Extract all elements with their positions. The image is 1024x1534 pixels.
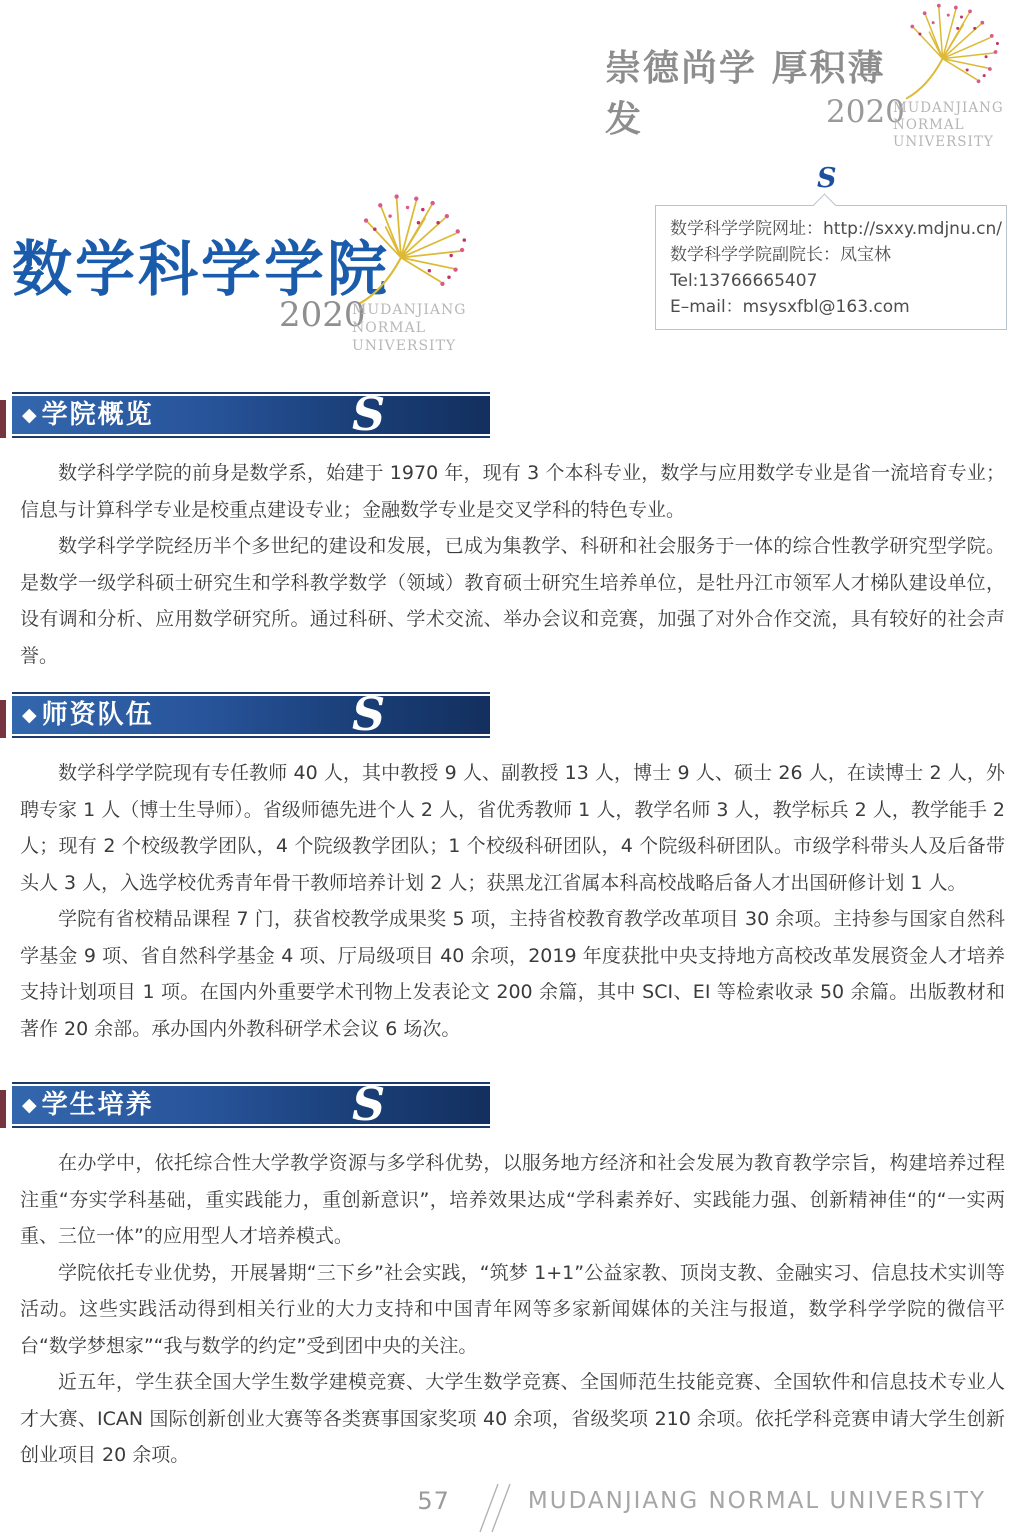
title-year: 2020 (279, 295, 366, 335)
s-brand-icon: S (817, 163, 837, 194)
section-students (0, 1082, 1024, 1474)
diamond-icon: ◆ (22, 404, 37, 426)
diamond-icon: ◆ (22, 1094, 37, 1116)
section-header-band (12, 692, 490, 738)
section-overview (0, 392, 1024, 674)
section-body (20, 1145, 1005, 1474)
paragraph: 数学科学学院现有专任教师 40 人，其中教授 9 人、副教授 13 人，博士 9 人、硕士 26 人，在读博士 2 人，外聘专家 1 人（博士生导师）。省级师德先进个人 2 人，省优秀教师 1 人，教学名师 3 人，教学标兵 2 人，教学能手 2 人；现有 2 个校级教学团队，4 个院级教学团队；1 个校级科研团队，4 个院级科研团队。市级学科带头人及后备带头人 3 人，入选学校优秀青年骨干教师培养计划 2 人；获黑龙江省属本科高校战略后备人才出国研修计划 1 人。 (20, 762, 1005, 894)
header-university-name (893, 100, 1004, 151)
title-university-line1: MUDANJIANG (352, 302, 467, 318)
paragraph: 近五年，学生获全国大学生数学建模竞赛、大学生数学竞赛、全国师范生技能竞赛、全国软件和信息技术专业人才大赛、ICAN 国际创新创业大赛等各类赛事国家奖项 40 余项，省级奖项 210 余项。依托学科竞赛申请大学生创新创业项目 20 余项。 (20, 1371, 1005, 1466)
header-university-line3: UNIVERSITY (893, 134, 994, 150)
title-university-line2: NORMAL (352, 320, 427, 336)
paragraph: 数学科学学院的前身是数学系，始建于 1970 年，现有 3 个本科专业，数学与应用数学专业是省一流培育专业；信息与计算科学专业是校重点建设专业；金融数学专业是交叉学科的特色专业。 (20, 462, 1005, 521)
s-swoosh-icon: S (352, 396, 386, 434)
s-swoosh-icon: S (352, 696, 386, 734)
page-bleed-mark (0, 400, 6, 438)
contact-tel: Tel:13766665407 (670, 271, 818, 291)
section-header-band (12, 392, 490, 438)
header-university-line2: NORMAL (893, 117, 965, 133)
title-university-name (352, 301, 466, 355)
s-swoosh-icon: S (352, 1086, 386, 1124)
section-header-band (12, 1082, 490, 1128)
contact-dean: 数学科学学院副院长：凤宝林 (670, 245, 891, 265)
page-footer (0, 1478, 1024, 1524)
header-year: 2020 (826, 94, 905, 130)
paragraph: 学院有省校精品课程 7 门，获省校教学成果奖 5 项，主持省校教育教学改革项目 30 余项。主持参与国家自然科学基金 9 项、省自然科学基金 4 项、厅局级项目 40 余项，2019 年度获批中央支持地方高校改革发展资金人才培养支持计划项目 1 项。在国内外重要学术刊物上发表论文 200 余篇，其中 SCI、EI 等检索收录 50 余篇。出版教材和著作 20 余部。承办国内外教科研学术会议 6 场次。 (20, 908, 1005, 1040)
double-slash-icon (472, 1482, 516, 1534)
contact-email: E–mail：msysxfbl@163.com (670, 297, 910, 317)
flower-illustration-icon (898, 0, 1008, 104)
paragraph: 学院依托专业优势，开展暑期“三下乡”社会实践，“筑梦 1+1”公益家教、顶岗支教、金融实习、信息技术实训等活动。这些实践活动得到相关行业的大力支持和中国青年网等多家新闻媒体的关注与报道，数学科学学院的微信平台“数学梦想家”“我与数学的约定”受到团中央的关注。 (20, 1261, 1005, 1357)
page-bleed-mark (0, 1090, 6, 1128)
section-heading: 师资队伍 (41, 700, 154, 730)
section-body (20, 755, 1005, 1047)
flower-illustration-icon (352, 190, 474, 310)
section-heading: 学生培养 (41, 1090, 154, 1120)
section-body (20, 455, 1005, 674)
paragraph: 数学科学学院经历半个多世纪的建设和发展，已成为集教学、科研和社会服务于一体的综合性教学研究型学院。是数学一级学科硕士研究生和学科教学数学（领域）教育硕士研究生培养单位，是牡丹江市领军人才梯队建设单位，设有调和分析、应用数学研究所。通过科研、学术交流、举办会议和竞赛，加强了对外合作交流，具有较好的社会声誉。 (20, 535, 1005, 667)
university-motto: 崇德尚学 厚积薄发 (605, 47, 886, 140)
section-faculty (0, 692, 1024, 1047)
page-title: 数学科学学院 (12, 235, 390, 305)
section-heading: 学院概览 (41, 400, 154, 430)
paragraph: 在办学中，依托综合性大学教学资源与多学科优势，以服务地方经济和社会发展为教育教学宗旨，构建培养过程注重“夯实学科基础，重实践能力，重创新意识”，培养效果达成“学科素养好、实践能力强、创新精神佳“的“一实两重、三位一体”的应用型人才培养模式。 (20, 1152, 1005, 1247)
footer-university-name: MUDANJIANG NORMAL UNIVERSITY (527, 1488, 986, 1514)
contact-website: 数学科学学院网址：http://sxxy.mdjnu.cn/ (670, 219, 1002, 239)
page-bleed-mark (0, 700, 6, 738)
contact-info-box (655, 205, 1007, 330)
diamond-icon: ◆ (22, 704, 37, 726)
header-university-line1: MUDANJIANG (893, 100, 1004, 116)
page-number: 57 (417, 1487, 450, 1515)
title-university-line3: UNIVERSITY (352, 338, 457, 354)
contact-box-notch (812, 193, 836, 217)
